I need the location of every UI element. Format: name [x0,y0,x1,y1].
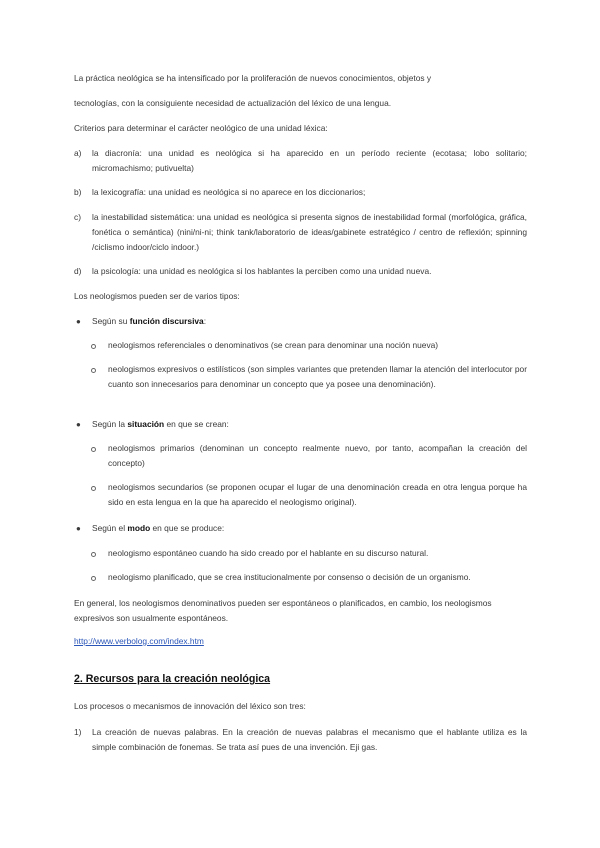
circle-bullet-icon [91,368,96,373]
subitem-espontaneo: neologismo espontáneo cuando ha sido creado por el hablante en su discurso natural. [108,548,429,558]
criteria-item-diacronia: la diacronía: una unidad es neológica si ha aparecido en un período reciente (ecotasa; lobo solitario; micromachismo; putivuelta) [92,148,527,173]
criteria-marker: d) [74,266,82,276]
process-marker: 1) [74,727,82,737]
circle-bullet-icon [91,576,96,581]
intro-paragraph-line-2: tecnologías, con la consiguiente necesidad de actualización del léxico de una lengua. [74,98,392,108]
subitem-planificado: neologismo planificado, que se crea institucionalmente por consenso o decisión de un organismo. [108,572,471,582]
intro-paragraph-line-1: La práctica neológica se ha intensificado por la proliferación de nuevos conocimientos, objetos y [74,73,432,83]
section-heading: 2. Recursos para la creación neológica [74,673,271,685]
verbolog-link[interactable]: http://www.verbolog.com/index.htm [74,636,204,646]
subitem-expresivos: neologismos expresivos o estilísticos (son simples variantes que pretenden llamar la atención del interlocutor por cuanto son innecesarios para denominar un concepto que ya posee una denominación). [108,364,527,389]
summary-line-2: expresivos son usualmente espontáneos. [74,613,229,623]
summary-line-1: En general, los neologismos denominativos pueden ser espontáneos o planificados, en cambio, los neologismos [74,598,492,608]
bullet-icon: ● [76,524,81,533]
bullet-icon: ● [76,317,81,326]
circle-bullet-icon [91,344,96,349]
criteria-intro: Criterios para determinar el carácter neológico de una unidad léxica: [74,123,328,133]
subitem-secundarios: neologismos secundarios (se proponen ocupar el lugar de una denominación creada en otra lengua porque ha sido en esta lengua en la que ha aparecido el neologismo original). [108,482,527,507]
group-heading-modo: Según el modo en que se produce: [92,523,225,533]
subitem-primarios: neologismos primarios (denominan un concepto realmente nuevo, por tanto, acompañan la creación del concepto) [108,443,527,468]
group-heading-situacion: Según la situación en que se crean: [92,419,229,429]
circle-bullet-icon [91,486,96,491]
criteria-marker: b) [74,187,82,197]
bullet-icon: ● [76,420,81,429]
types-intro: Los neologismos pueden ser de varios tipos: [74,291,240,301]
criteria-marker: a) [74,148,82,158]
criteria-item-lexicografia: la lexicografía: una unidad es neológica si no aparece en los diccionarios; [92,187,366,197]
criteria-marker: c) [74,212,81,222]
subitem-referenciales: neologismos referenciales o denominativos (se crean para denominar una noción nueva) [108,340,439,350]
circle-bullet-icon [91,447,96,452]
circle-bullet-icon [91,552,96,557]
criteria-item-inestabilidad: la inestabilidad sistemática: una unidad es neológica si presenta signos de inestabilidad formal (morfológica, gráfica, fonética o semántica) (nini/ni-ni; think tank/laboratorio de ideas/gabinete estratégico / centro de reflexión; spinning /ciclismo indoor/ciclo indoor.) [92,212,527,252]
criteria-item-psicologia: la psicología: una unidad es neológica si los hablantes la perciben como una unidad nueva. [92,266,432,276]
group-heading-funcion: Según su función discursiva: [92,316,207,326]
process-item-creacion: La creación de nuevas palabras. En la creación de nuevas palabras el mecanismo que el hablante utiliza es la simple combinación de fonemas. Se trata así pues de una invención. Eji gas. [92,727,527,752]
processes-intro: Los procesos o mecanismos de innovación del léxico son tres: [74,701,306,711]
